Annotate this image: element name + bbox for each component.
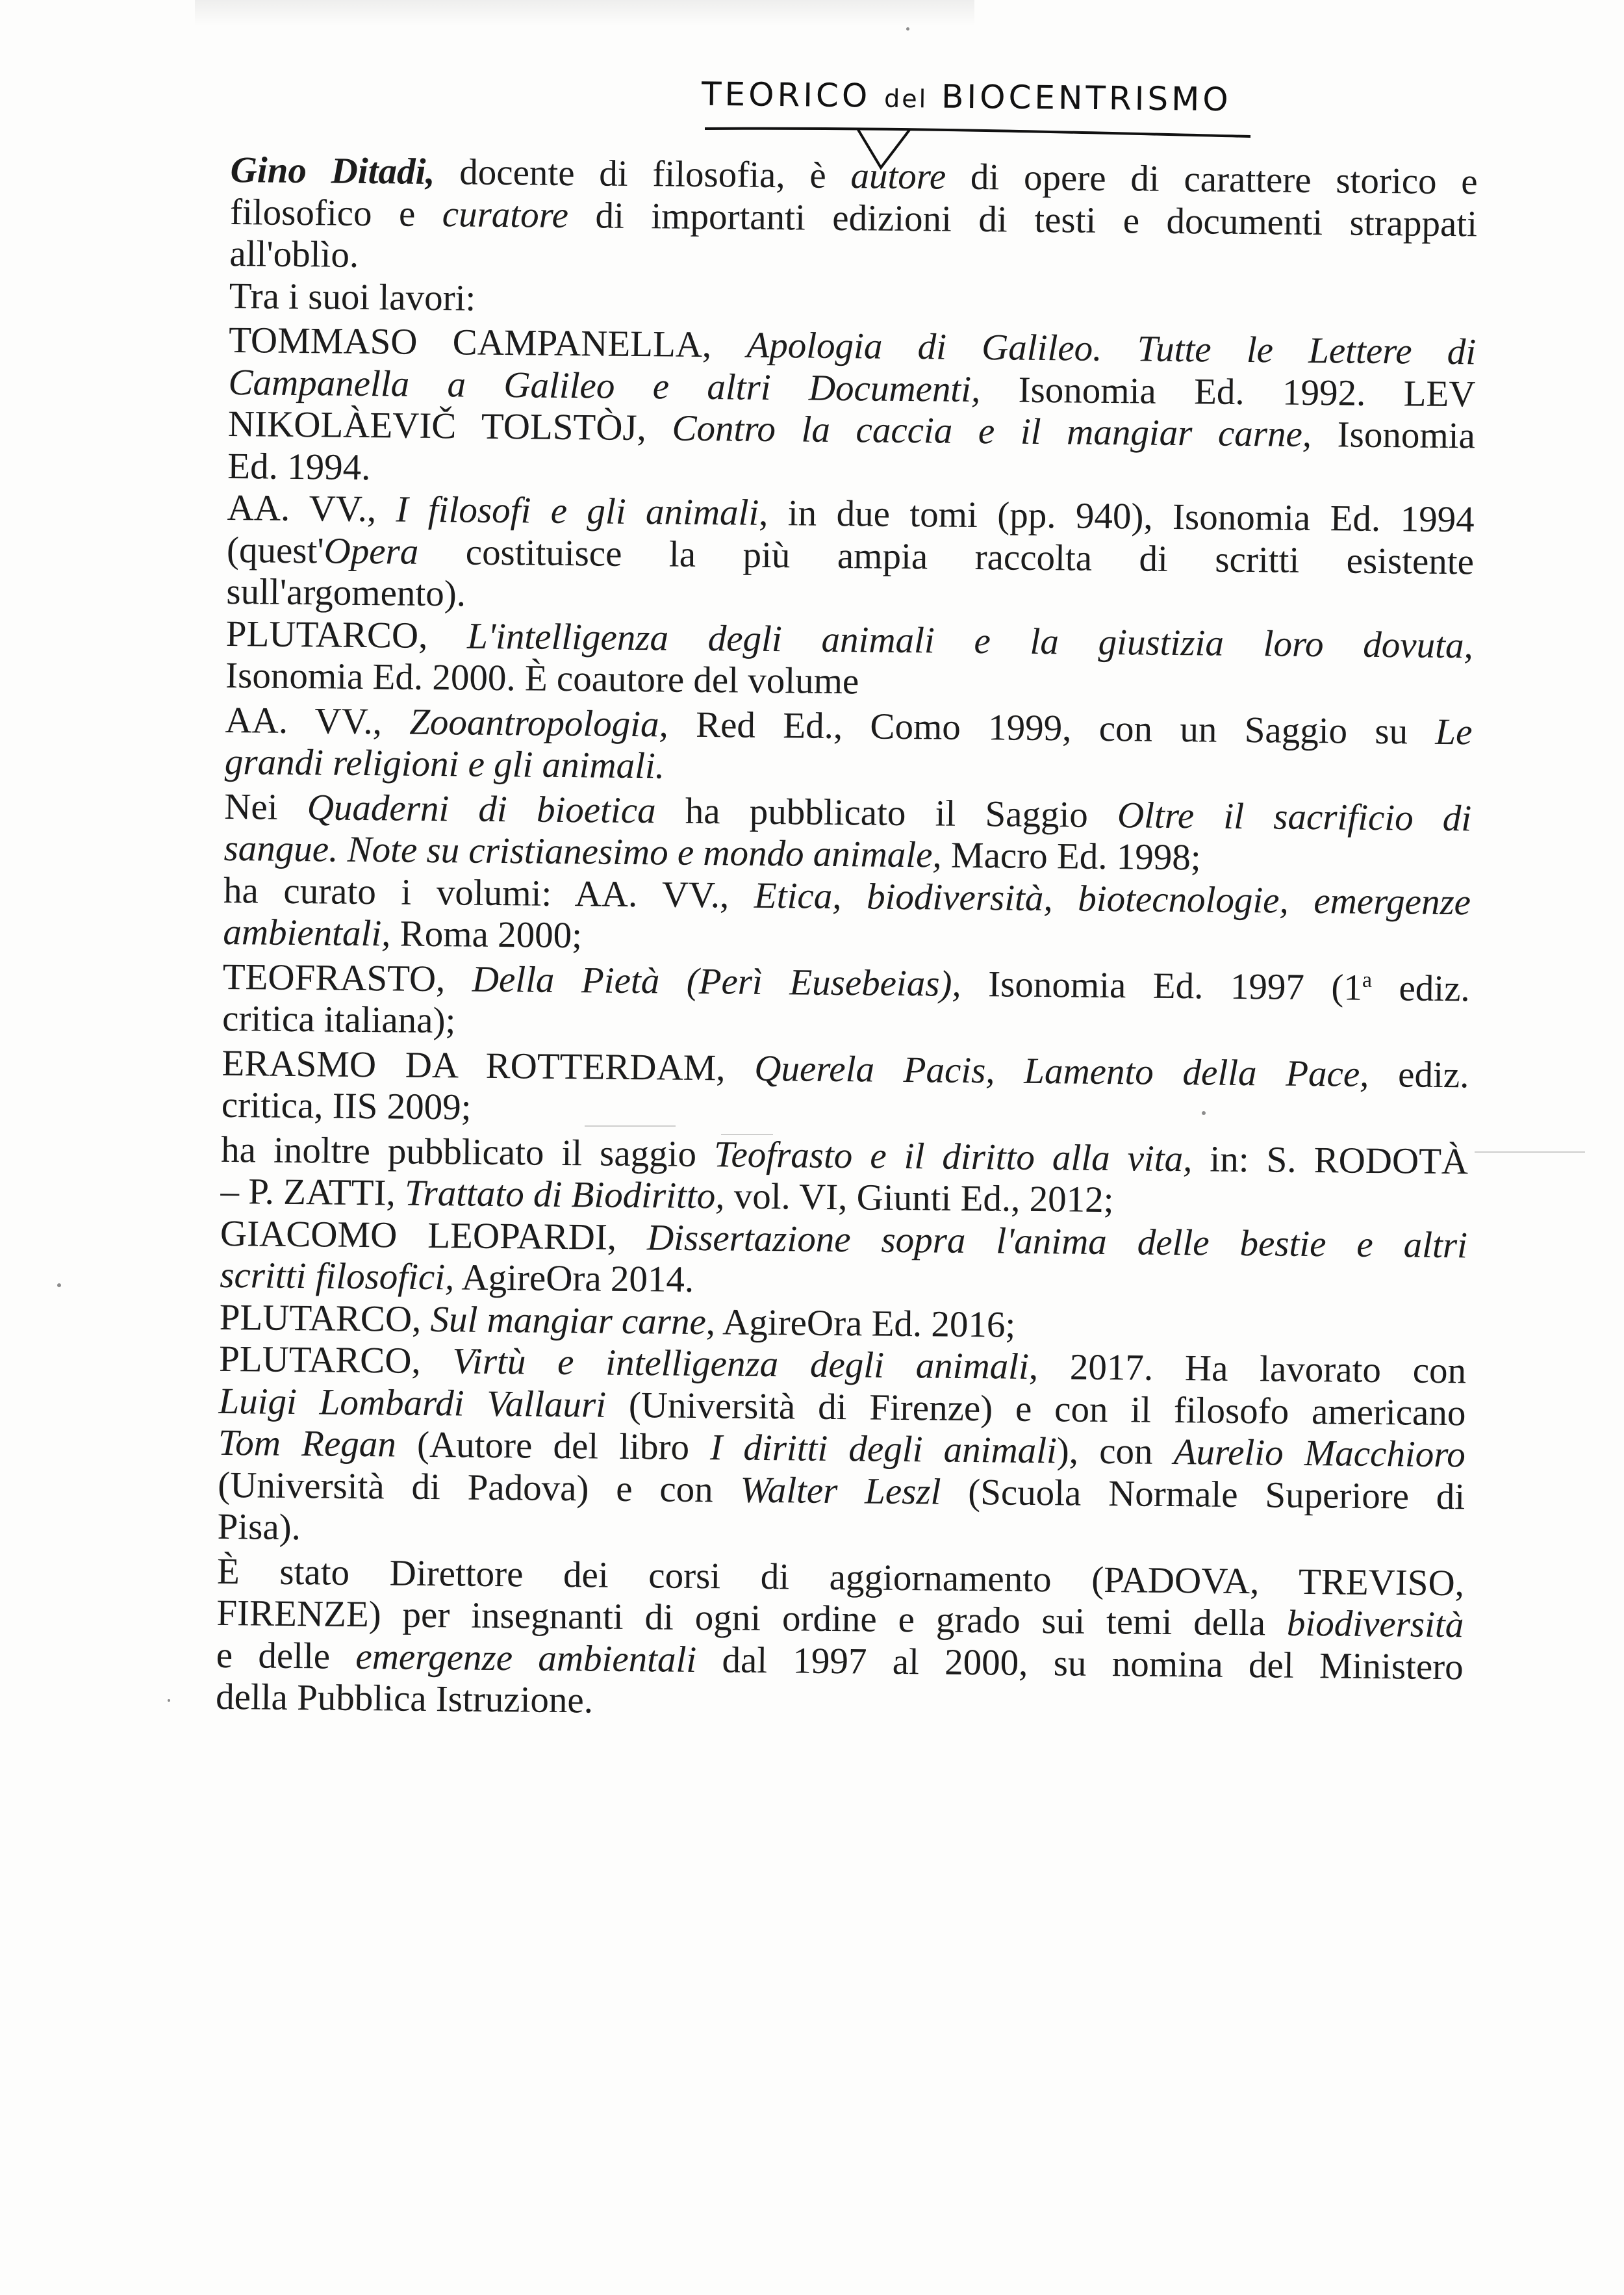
text-run: È stato Direttore dei corsi di aggiornamento (PADOVA, TREVISO, [216,1550,1465,1604]
text-run-italic: I filosofi e gli animali [396,489,759,533]
text-run: Isonomia Ed. 1992. LEV [980,368,1476,415]
text-run: Nei [223,786,308,828]
text-run-italic: grandi religioni e gli animali. [224,741,665,787]
text-run-italic: autore [850,155,946,198]
text-run-italic: curatore [442,193,569,236]
text-run: – P. ZATTI, [220,1170,405,1214]
text-run: in: S. RODOTÀ [1192,1138,1469,1182]
text-run: ha pubblicato il Saggio [655,789,1118,836]
text-run-italic: Etica, biodiversità, biotecnologie, emergenze [754,875,1471,923]
text-run-italic: Luigi Lombardi Vallauri [218,1380,607,1426]
annotation-word-teorico: TEORICO [701,75,871,115]
annotation-word-del: del [883,84,928,114]
text-run: , AgireOra Ed. 2016; [705,1301,1016,1346]
text-run: Tra i suoi lavori: [229,275,476,319]
text-run-italic: ambientali, [223,911,391,955]
text-run: Isonomia [1311,413,1476,457]
text-run: ha inoltre pubblicato il saggio [220,1129,715,1175]
text-run-italic: Teofrasto e il diritto alla vita, [713,1133,1193,1179]
text-run: vol. VI, Giunti Ed., 2012; [724,1175,1114,1221]
text-run: TEOFRASTO, [222,956,473,1000]
document-body [216,149,1478,1730]
text-run: FIRENZE) per insegnanti di ogni ordine e grado sui temi della [216,1592,1288,1644]
text-run-italic: Virtù e intelligenza degli animali [452,1340,1030,1387]
text-run-italic: Zooantropologia, [409,701,669,745]
text-run: AA. VV., [227,487,396,530]
text-run: NIKOLÀEVIČ TOLSTÒJ, [227,403,672,449]
annotation-underline-stroke [705,129,1250,136]
text-run-italic: Tom Regan [218,1422,397,1465]
text-run: docente di filosofia, è [435,151,851,197]
text-run-italic: Quaderni di bioetica [307,786,656,831]
text-run-italic: Opera [324,530,419,572]
text-run: AgireOra 2014. [454,1257,694,1300]
text-run: PLUTARCO, [219,1296,431,1340]
text-run: e delle [216,1634,356,1677]
scan-artifact-dot [906,27,909,31]
text-run-italic: I diritti degli animali [709,1427,1058,1472]
text-run: Isonomia Ed. 2000. È coautore del volume [225,654,859,702]
text-run: ), con [1056,1430,1174,1473]
text-run-italic: scritti filosofici, [220,1254,455,1298]
text-run: di opere di carattere storico e [945,156,1478,203]
text-run: Macro Ed. 1998; [941,834,1201,878]
text-run-italic: Querela Pacis, Lamento della Pace, [754,1047,1369,1095]
text-run: ERASMO DA ROTTERDAM, [222,1042,755,1089]
text-run: dal 1997 al 2000, su nomina del Ministero [696,1639,1464,1687]
text-run: filosofico e [229,191,443,235]
text-run: PLUTARCO, [225,613,468,657]
text-run-italic: Trattato di Biodiritto, [404,1172,725,1217]
text-run: critica, IIS 2009; [221,1084,472,1128]
text-run: , 2017. Ha lavorato con [1028,1346,1467,1392]
text-run-italic: Sul mangiar carne [430,1298,707,1342]
text-run-italic: Della Pietà (Perì Eusebeias), [472,958,962,1005]
text-run: GIACOMO LEOPARDI, [220,1212,648,1258]
text-run: (Autore del libro [396,1424,711,1468]
text-run-italic: Apologia di Galileo. Tutte le Lettere di [746,324,1477,373]
text-run: ediz. [1369,1053,1469,1096]
text-run: Roma 2000; [390,913,583,956]
text-run: critica italiana); [222,997,456,1042]
author-name: Gino Ditadi, [230,149,435,193]
text-run: all'oblìo. [229,233,359,276]
text-run-italic: Campanella a Galileo e altri Documenti, [228,361,981,410]
text-run-italic: Dissertazione sopra l'anima delle bestie e altri [646,1216,1468,1266]
text-run: Red Ed., Como 1999, con un Saggio su [668,704,1436,752]
text-run: (quest' [226,529,324,571]
text-run: (Università di Firenze) e con il filosofo americano [605,1384,1466,1433]
scan-artifact-dot [57,1283,61,1287]
text-run: (Scuola Normale Superiore di [941,1471,1465,1517]
text-run: Isonomia Ed. 1997 (1 [961,963,1363,1008]
text-run: PLUTARCO, [218,1338,453,1382]
superscript: a [1362,968,1373,992]
text-run: AA. VV., [225,699,410,743]
text-run-italic: Aurelio Macchioro [1173,1431,1466,1476]
scan-artifact-line [1475,1151,1585,1153]
text-run: costituisce la più ampia raccolta di scritti esistente [418,531,1475,582]
text-run-italic: Le [1435,711,1473,752]
text-run: sull'argomento). [226,571,466,615]
text-run: della Pubblica Istruzione. [215,1676,594,1721]
text-run-italic: emergenze ambientali [355,1635,697,1680]
text-run: Ed. 1994. [227,445,371,488]
text-run: di importanti edizioni di testi e documenti strappati [568,194,1478,244]
text-run-italic: Oltre il sacrificio di [1117,794,1472,839]
text-run: (Università di Padova) e con [217,1464,741,1511]
text-run: TOMMASO CAMPANELLA, [228,319,747,366]
text-run-italic: Contro la caccia e il mangiar carne, [672,407,1312,455]
text-run-italic: L'intelligenza degli animali e la giustizia loro dovuta, [466,615,1474,666]
text-run: , in due tomi (pp. 940), Isonomia Ed. 1994 [758,492,1475,541]
text-run-italic: Walter Leszl [740,1469,941,1513]
text-run-italic: sangue. Note su cristianesimo e mondo animale, [223,827,943,876]
scan-artifact-dot [168,1699,170,1702]
text-run: Pisa). [217,1506,301,1548]
text-run: ha curato i volumi: AA. VV., [223,869,755,916]
text-run-italic: biodiversità [1286,1602,1464,1646]
text-run: ediz. [1371,967,1470,1009]
annotation-word-biocentrismo: BIOCENTRISMO [941,77,1232,119]
